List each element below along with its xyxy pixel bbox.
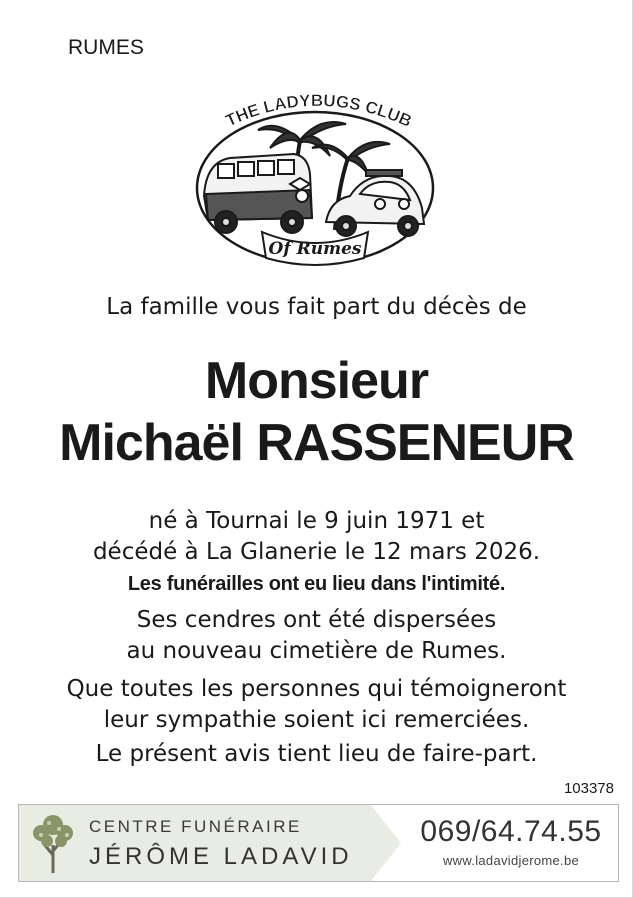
thanks-line-2: leur sympathie soient ici remerciées. bbox=[103, 707, 530, 733]
deceased-title: Monsieur bbox=[204, 352, 429, 410]
reference-number: 103378 bbox=[563, 780, 614, 797]
club-name: THE LADYBUGS CLUB bbox=[222, 90, 415, 131]
funeral-home-title: CENTRE FUNÉRAIRE bbox=[89, 817, 302, 836]
birth-death-block bbox=[0, 506, 633, 568]
funeral-home-website[interactable]: www.ladavidjerome.be bbox=[442, 853, 580, 868]
thanks-block bbox=[0, 674, 633, 736]
ashes-line-2: au nouveau cimetière de Rumes. bbox=[126, 638, 507, 664]
deceased-full-name: Michaël RASSENEUR bbox=[59, 414, 574, 472]
intro-line: La famille vous fait part du décès de bbox=[106, 294, 527, 320]
funeral-home-banner bbox=[18, 804, 619, 882]
closing-line: Le présent avis tient lieu de faire-part. bbox=[95, 741, 538, 767]
ladybugs-club-logo bbox=[190, 78, 440, 268]
thanks-line-1: Que toutes les personnes qui témoigneront bbox=[66, 676, 567, 702]
olive-tree-icon bbox=[27, 811, 79, 875]
funeral-home-phone[interactable]: 069/64.74.55 bbox=[420, 815, 602, 848]
ashes-block bbox=[0, 605, 633, 667]
town-label: RUMES bbox=[68, 36, 144, 59]
vw-bus-beetle-palm-logo-icon bbox=[190, 78, 440, 268]
deceased-name bbox=[0, 350, 633, 474]
ashes-line-1: Ses cendres ont été dispersées bbox=[136, 607, 497, 633]
funeral-home-name: JÉRÔME LADAVID bbox=[89, 843, 353, 870]
funeral-line: Les funérailles ont eu lieu dans l'intimité. bbox=[127, 573, 506, 595]
birth-line: né à Tournai le 9 juin 1971 et bbox=[148, 508, 485, 534]
club-subtitle: Of Rumes bbox=[268, 239, 362, 259]
death-line: décédé à La Glanerie le 12 mars 2026. bbox=[92, 539, 541, 565]
